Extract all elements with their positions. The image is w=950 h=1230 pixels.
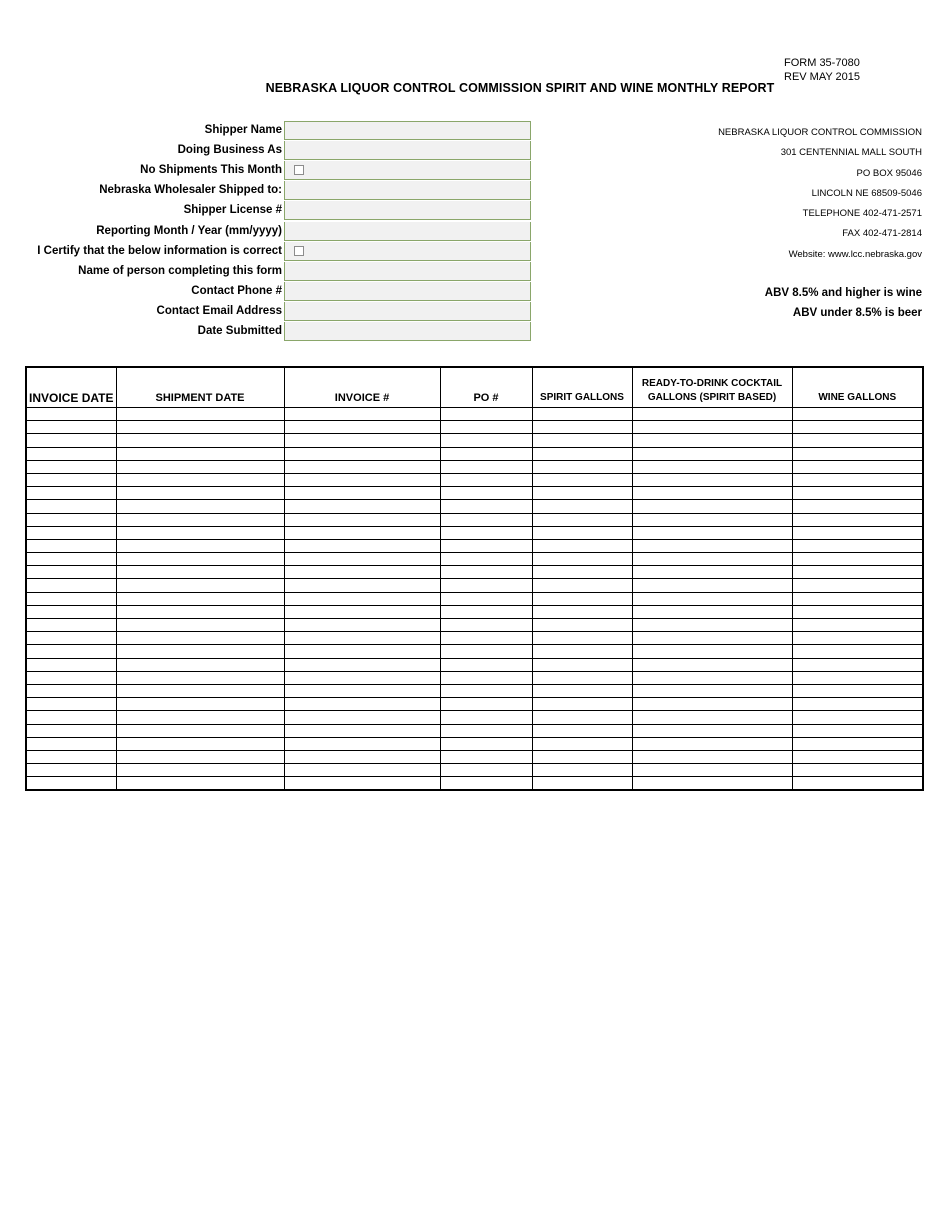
table-cell[interactable] (632, 592, 792, 605)
table-row (26, 566, 923, 579)
table-cell[interactable] (116, 539, 284, 552)
form-number (784, 56, 860, 84)
table-cell[interactable] (440, 711, 532, 724)
checkbox[interactable] (294, 165, 304, 175)
table-cell[interactable] (792, 460, 923, 473)
field-label: Nebraska Wholesaler Shipped to: (99, 184, 282, 197)
table-cell[interactable] (284, 434, 440, 447)
table-cell[interactable] (792, 684, 923, 697)
table-cell[interactable] (632, 487, 792, 500)
table-cell[interactable] (116, 750, 284, 763)
table-cell[interactable] (284, 737, 440, 750)
table-cell[interactable] (284, 553, 440, 566)
table-row (26, 408, 923, 421)
table-cell[interactable] (532, 421, 632, 434)
table-row (26, 605, 923, 618)
table-cell[interactable] (440, 737, 532, 750)
table-cell[interactable] (440, 684, 532, 697)
table-row (26, 579, 923, 592)
table-cell[interactable] (532, 750, 632, 763)
address-line: PO BOX 95046 (856, 167, 922, 179)
table-cell[interactable] (632, 750, 792, 763)
table-cell[interactable] (792, 698, 923, 711)
table-cell[interactable] (792, 724, 923, 737)
table-row (26, 658, 923, 671)
table-cell[interactable] (26, 724, 116, 737)
table-cell[interactable] (632, 566, 792, 579)
table-cell[interactable] (632, 447, 792, 460)
table-cell[interactable] (116, 566, 284, 579)
field-label: Shipper Name (204, 124, 282, 136)
table-cell[interactable] (792, 711, 923, 724)
field-label: Date Submitted (197, 325, 282, 337)
table-cell[interactable] (284, 592, 440, 605)
table-cell[interactable] (632, 724, 792, 737)
table-cell[interactable] (116, 737, 284, 750)
table-cell[interactable] (26, 777, 116, 791)
table-cell[interactable] (440, 658, 532, 671)
table-cell[interactable] (116, 447, 284, 460)
table-row (26, 684, 923, 697)
table-cell[interactable] (440, 632, 532, 645)
table-cell[interactable] (632, 408, 792, 421)
table-cell[interactable] (440, 645, 532, 658)
address-line: NEBRASKA LIQUOR CONTROL COMMISSION (718, 127, 922, 138)
table-cell[interactable] (116, 460, 284, 473)
table-row (26, 737, 923, 750)
table-cell[interactable] (632, 698, 792, 711)
table-cell[interactable] (440, 487, 532, 500)
table-cell[interactable] (116, 513, 284, 526)
table-cell[interactable] (26, 698, 116, 711)
table-cell[interactable] (532, 408, 632, 421)
field-label: Contact Phone # (191, 284, 282, 297)
table-cell[interactable] (532, 566, 632, 579)
table-cell[interactable] (792, 473, 923, 486)
table-cell[interactable] (26, 487, 116, 500)
table-cell[interactable] (284, 473, 440, 486)
table-row (26, 671, 923, 684)
table-cell[interactable] (284, 671, 440, 684)
table-cell[interactable] (792, 658, 923, 671)
table-cell[interactable] (632, 671, 792, 684)
table-cell[interactable] (284, 632, 440, 645)
table-cell[interactable] (440, 671, 532, 684)
table-cell[interactable] (26, 447, 116, 460)
table-cell[interactable] (440, 553, 532, 566)
table-cell[interactable] (792, 500, 923, 513)
table-cell[interactable] (532, 619, 632, 632)
table-cell[interactable] (440, 605, 532, 618)
table-cell[interactable] (532, 684, 632, 697)
table-cell[interactable] (116, 473, 284, 486)
table-cell[interactable] (632, 737, 792, 750)
table-row (26, 698, 923, 711)
table-cell[interactable] (440, 421, 532, 434)
table-cell[interactable] (632, 632, 792, 645)
table-row (26, 553, 923, 566)
table-cell[interactable] (26, 645, 116, 658)
table-cell[interactable] (792, 605, 923, 618)
table-cell[interactable] (116, 777, 284, 791)
table-cell[interactable] (632, 460, 792, 473)
table-cell[interactable] (792, 579, 923, 592)
table-cell[interactable] (284, 447, 440, 460)
table-row (26, 487, 923, 500)
table-cell[interactable] (26, 539, 116, 552)
table-cell[interactable] (532, 645, 632, 658)
field-label: Reporting Month / Year (mm/yyyy) (96, 224, 282, 237)
field-label: Doing Business As (177, 144, 282, 157)
table-cell[interactable] (792, 487, 923, 500)
table-cell[interactable] (440, 473, 532, 486)
field-checkbox-area[interactable] (284, 161, 531, 180)
table-cell[interactable] (116, 605, 284, 618)
field-row (0, 262, 540, 282)
field-label: Contact Email Address (156, 304, 282, 317)
table-cell[interactable] (792, 513, 923, 526)
table-cell[interactable] (532, 671, 632, 684)
table-cell[interactable] (440, 447, 532, 460)
table-cell[interactable] (632, 553, 792, 566)
address-line: Website: www.lcc.nebraska.gov (788, 248, 922, 260)
table-cell[interactable] (792, 777, 923, 791)
form-revision-line: REV MAY 2015 (784, 71, 861, 83)
table-cell[interactable] (26, 671, 116, 684)
table-cell[interactable] (116, 684, 284, 697)
table-cell[interactable] (632, 764, 792, 777)
table-cell[interactable] (26, 737, 116, 750)
table-row (26, 777, 923, 791)
table-cell[interactable] (26, 605, 116, 618)
table-cell[interactable] (284, 658, 440, 671)
table-cell[interactable] (284, 605, 440, 618)
table-cell[interactable] (26, 764, 116, 777)
table-cell[interactable] (440, 777, 532, 791)
table-cell[interactable] (116, 658, 284, 671)
table-cell[interactable] (792, 434, 923, 447)
table-cell[interactable] (532, 764, 632, 777)
table-cell[interactable] (792, 632, 923, 645)
table-cell[interactable] (532, 539, 632, 552)
table-cell[interactable] (440, 750, 532, 763)
table-row (26, 645, 923, 658)
address-line: FAX 402-471-2814 (842, 228, 922, 240)
col-rtd-cocktail-gallons: READY-TO-DRINK COCKTAIL GALLONS (SPIRIT BASED) (632, 367, 792, 408)
table-cell[interactable] (116, 487, 284, 500)
page-title: NEBRASKA LIQUOR CONTROL COMMISSION SPIRIT AND WINE MONTHLY REPORT (265, 81, 775, 95)
table-cell[interactable] (632, 513, 792, 526)
table-cell[interactable] (532, 553, 632, 566)
table-cell[interactable] (116, 421, 284, 434)
table-row (26, 434, 923, 447)
shipment-table (25, 366, 924, 791)
table-cell[interactable] (792, 645, 923, 658)
table-cell[interactable] (26, 553, 116, 566)
table-cell[interactable] (792, 526, 923, 539)
table-row (26, 460, 923, 473)
table-cell[interactable] (116, 632, 284, 645)
field-label: I Certify that the below information is correct (37, 244, 282, 257)
table-cell[interactable] (26, 460, 116, 473)
field-label: Shipper License # (183, 204, 282, 217)
table-cell[interactable] (440, 698, 532, 711)
table-cell[interactable] (440, 566, 532, 579)
table-cell[interactable] (532, 698, 632, 711)
field-row (0, 322, 540, 342)
table-row (26, 421, 923, 434)
table-cell[interactable] (532, 513, 632, 526)
col-invoice-number: INVOICE # (284, 367, 440, 408)
form-number-line: FORM 35-7080 (784, 57, 860, 69)
table-cell[interactable] (116, 579, 284, 592)
table-cell[interactable] (440, 460, 532, 473)
table-cell[interactable] (284, 645, 440, 658)
table-row (26, 632, 923, 645)
table-cell[interactable] (532, 724, 632, 737)
table-cell[interactable] (26, 684, 116, 697)
table-cell[interactable] (116, 698, 284, 711)
table-cell[interactable] (532, 434, 632, 447)
table-cell[interactable] (632, 473, 792, 486)
table-cell[interactable] (284, 487, 440, 500)
field-input[interactable] (284, 181, 531, 200)
table-cell[interactable] (26, 579, 116, 592)
address-line: 301 CENTENNIAL MALL SOUTH (780, 147, 922, 159)
table-cell[interactable] (632, 526, 792, 539)
field-checkbox-area[interactable] (284, 242, 531, 261)
table-cell[interactable] (792, 764, 923, 777)
table-row (26, 711, 923, 724)
table-cell[interactable] (284, 500, 440, 513)
table-cell[interactable] (792, 539, 923, 552)
table-cell[interactable] (116, 764, 284, 777)
table-cell[interactable] (440, 513, 532, 526)
table-cell[interactable] (532, 473, 632, 486)
field-label: Name of person completing this form (78, 264, 282, 277)
table-cell[interactable] (632, 605, 792, 618)
table-cell[interactable] (440, 500, 532, 513)
table-cell[interactable] (116, 645, 284, 658)
table-cell[interactable] (532, 711, 632, 724)
table-cell[interactable] (632, 619, 792, 632)
field-row (0, 282, 540, 302)
table-row (26, 526, 923, 539)
abv-notes (765, 287, 922, 327)
table-row (26, 724, 923, 737)
table-cell[interactable] (532, 526, 632, 539)
table-cell[interactable] (792, 566, 923, 579)
field-row (0, 222, 540, 242)
table-cell[interactable] (116, 724, 284, 737)
field-row (0, 121, 540, 141)
field-input[interactable] (284, 121, 531, 140)
table-cell[interactable] (116, 500, 284, 513)
table-cell[interactable] (26, 658, 116, 671)
table-cell[interactable] (26, 408, 116, 421)
table-cell[interactable] (632, 658, 792, 671)
table-cell[interactable] (26, 750, 116, 763)
table-cell[interactable] (532, 605, 632, 618)
table-cell[interactable] (792, 408, 923, 421)
table-cell[interactable] (116, 553, 284, 566)
table-cell[interactable] (532, 460, 632, 473)
table-cell[interactable] (792, 619, 923, 632)
table-cell[interactable] (792, 421, 923, 434)
field-row (0, 161, 540, 181)
table-cell[interactable] (26, 473, 116, 486)
table-cell[interactable] (284, 539, 440, 552)
table-cell[interactable] (284, 684, 440, 697)
field-row (0, 201, 540, 221)
table-cell[interactable] (440, 526, 532, 539)
field-input[interactable] (284, 201, 531, 220)
table-cell[interactable] (284, 566, 440, 579)
table-row (26, 619, 923, 632)
field-input[interactable] (284, 262, 531, 281)
table-cell[interactable] (284, 408, 440, 421)
table-cell[interactable] (532, 592, 632, 605)
table-cell[interactable] (26, 434, 116, 447)
field-input[interactable] (284, 222, 531, 241)
table-cell[interactable] (792, 447, 923, 460)
table-cell[interactable] (284, 513, 440, 526)
col-wine-gallons: WINE GALLONS (792, 367, 923, 408)
table-row (26, 539, 923, 552)
col-shipment-date: SHIPMENT DATE (116, 367, 284, 408)
table-cell[interactable] (632, 777, 792, 791)
address-line: TELEPHONE 402-471-2571 (802, 208, 922, 220)
table-cell[interactable] (532, 658, 632, 671)
table-cell[interactable] (632, 711, 792, 724)
field-row (0, 141, 540, 161)
table-cell[interactable] (532, 500, 632, 513)
table-cell[interactable] (792, 592, 923, 605)
table-cell[interactable] (26, 566, 116, 579)
table-header-row (26, 367, 923, 408)
table-cell[interactable] (792, 750, 923, 763)
field-input[interactable] (284, 141, 531, 160)
table-cell[interactable] (632, 539, 792, 552)
table-cell[interactable] (284, 579, 440, 592)
table-cell[interactable] (532, 487, 632, 500)
table-cell[interactable] (284, 698, 440, 711)
table-cell[interactable] (440, 408, 532, 421)
field-label: No Shipments This Month (140, 164, 282, 177)
table-row (26, 592, 923, 605)
field-row (0, 242, 540, 262)
table-cell[interactable] (26, 619, 116, 632)
table-row (26, 500, 923, 513)
field-input[interactable] (284, 322, 531, 341)
abv-note: ABV under 8.5% is beer (792, 307, 922, 319)
table-cell[interactable] (632, 579, 792, 592)
table-cell[interactable] (284, 724, 440, 737)
field-input[interactable] (284, 302, 531, 321)
table-cell[interactable] (632, 434, 792, 447)
commission-address (718, 127, 922, 269)
col-invoice-date: INVOICE DATE (26, 367, 116, 408)
table-cell[interactable] (632, 684, 792, 697)
table-cell[interactable] (284, 619, 440, 632)
table-cell[interactable] (532, 737, 632, 750)
table-row (26, 447, 923, 460)
table-cell[interactable] (26, 513, 116, 526)
field-row (0, 181, 540, 201)
table-cell[interactable] (792, 671, 923, 684)
table-cell[interactable] (284, 421, 440, 434)
table-cell[interactable] (26, 711, 116, 724)
table-cell[interactable] (284, 777, 440, 791)
table-cell[interactable] (116, 526, 284, 539)
table-cell[interactable] (284, 764, 440, 777)
table-cell[interactable] (532, 447, 632, 460)
table-cell[interactable] (284, 526, 440, 539)
table-cell[interactable] (116, 408, 284, 421)
table-cell[interactable] (632, 500, 792, 513)
field-input[interactable] (284, 282, 531, 301)
table-row (26, 513, 923, 526)
table-cell[interactable] (792, 553, 923, 566)
table-cell[interactable] (532, 579, 632, 592)
table-cell[interactable] (440, 764, 532, 777)
table-cell[interactable] (440, 724, 532, 737)
table-cell[interactable] (440, 592, 532, 605)
table-cell[interactable] (632, 645, 792, 658)
table-cell[interactable] (116, 671, 284, 684)
checkbox[interactable] (294, 246, 304, 256)
table-cell[interactable] (116, 592, 284, 605)
table-cell[interactable] (116, 711, 284, 724)
table-cell[interactable] (116, 434, 284, 447)
col-po-number: PO # (440, 367, 532, 408)
table-cell[interactable] (284, 711, 440, 724)
table-cell[interactable] (26, 592, 116, 605)
table-row (26, 473, 923, 486)
table-cell[interactable] (116, 619, 284, 632)
table-cell[interactable] (532, 632, 632, 645)
table-row (26, 764, 923, 777)
table-cell[interactable] (440, 619, 532, 632)
table-cell[interactable] (440, 539, 532, 552)
abv-note: ABV 8.5% and higher is wine (764, 287, 922, 299)
col-spirit-gallons: SPIRIT GALLONS (532, 367, 632, 408)
table-cell[interactable] (26, 632, 116, 645)
table-cell[interactable] (26, 421, 116, 434)
address-line: LINCOLN NE 68509-5046 (811, 187, 922, 199)
table-cell[interactable] (284, 750, 440, 763)
table-cell[interactable] (284, 460, 440, 473)
table-cell[interactable] (632, 421, 792, 434)
field-row (0, 302, 540, 322)
table-cell[interactable] (440, 579, 532, 592)
table-cell[interactable] (26, 500, 116, 513)
table-cell[interactable] (26, 526, 116, 539)
table-cell[interactable] (792, 737, 923, 750)
table-cell[interactable] (440, 434, 532, 447)
table-row (26, 750, 923, 763)
table-cell[interactable] (532, 777, 632, 791)
